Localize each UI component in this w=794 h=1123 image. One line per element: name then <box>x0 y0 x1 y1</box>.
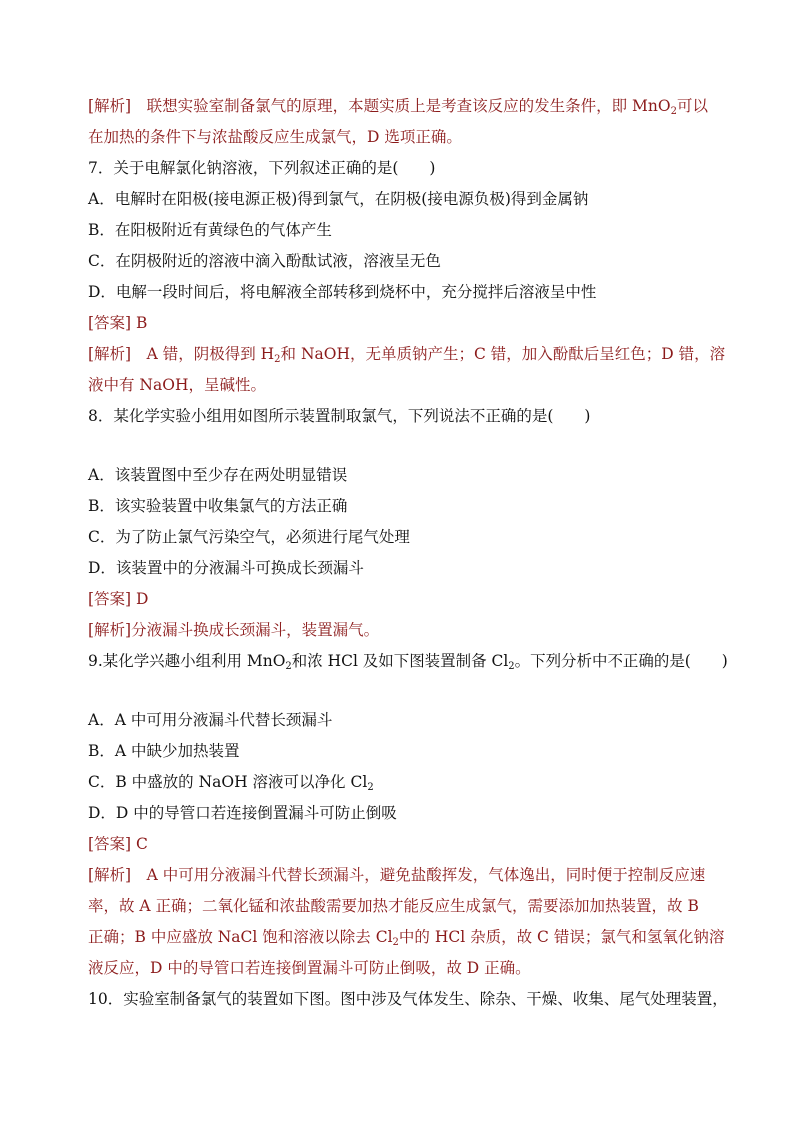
q9-analysis-line-3 <box>88 927 728 947</box>
text-segment: 率，故 A 正确；二氧化锰和浓盐酸需要加热才能反应生成氯气，需要添加加热装置，故 B <box>88 897 699 915</box>
text-segment: B．在阳极附近有黄绿色的气体产生 <box>88 221 332 239</box>
text-segment: A．电解时在阳极(接电源正极)得到氯气，在阴极(接电源负极)得到金属钠 <box>88 190 589 208</box>
q8-analysis <box>88 620 728 640</box>
text-segment: D．电解一段时间后，将电解液全部转移到烧杯中，充分搅拌后溶液呈中性 <box>88 283 597 301</box>
subscript: 2 <box>392 937 399 948</box>
q10-question-line-1 <box>88 989 728 1009</box>
q9-option-b <box>88 741 728 761</box>
subscript: 2 <box>274 354 281 365</box>
q9-analysis-line-2 <box>88 896 728 916</box>
q8-option-d <box>88 558 728 578</box>
q8-question <box>88 406 728 426</box>
q7-option-a <box>88 189 728 209</box>
text-segment: 10．实验室制备氯气的装置如下图。图中涉及气体发生、除杂、干燥、收集、尾气处理装置， <box>88 990 728 1008</box>
text-segment: D．D 中的导管口若连接倒置漏斗可防止倒吸 <box>88 804 397 822</box>
q7-option-d <box>88 282 728 302</box>
q9-question <box>88 651 728 671</box>
text-segment: 正确；B 中应盛放 NaCl 饱和溶液以除去 Cl <box>88 928 393 946</box>
text-segment: C．为了防止氯气污染空气，必须进行尾气处理 <box>88 528 410 546</box>
q9-option-a <box>88 710 728 730</box>
q7-analysis-line-1 <box>88 344 728 364</box>
text-segment: 在加热的条件下与浓盐酸反应生成氯气，D 选项正确。 <box>88 128 462 146</box>
subscript: 2 <box>508 661 515 672</box>
q7-option-c <box>88 251 728 271</box>
subscript: 2 <box>367 782 374 793</box>
text-segment: [解析] A 中可用分液漏斗代替长颈漏斗，避免盐酸挥发，气体逸出，同时便于控制反应速 <box>88 866 706 884</box>
text-segment: [答案] D <box>88 590 149 608</box>
text-segment: [解析]分液漏斗换成长颈漏斗，装置漏气。 <box>88 621 380 639</box>
text-segment: 中的 HCl 杂质，故 C 错误；氯气和氢氧化钠溶 <box>398 928 725 946</box>
q8-option-c <box>88 527 728 547</box>
q7-option-b <box>88 220 728 240</box>
text-segment: 。下列分析中不正确的是( ) <box>514 652 728 670</box>
text-segment: 液中有 NaOH，呈碱性。 <box>88 376 266 394</box>
q9-option-c <box>88 772 728 792</box>
text-segment: B．A 中缺少加热装置 <box>88 742 240 760</box>
text-segment: 9.某化学兴趣小组利用 MnO <box>88 652 286 670</box>
q8-option-b <box>88 496 728 516</box>
text-segment: C．B 中盛放的 NaOH 溶液可以净化 Cl <box>88 773 368 791</box>
q7-question <box>88 158 728 178</box>
text-segment: A．A 中可用分液漏斗代替长颈漏斗 <box>88 711 333 729</box>
q8-option-a <box>88 465 728 485</box>
q9-analysis-line-1 <box>88 865 728 885</box>
text-segment: [答案] C <box>88 835 148 853</box>
text-segment: B．该实验装置中收集氯气的方法正确 <box>88 497 348 515</box>
text-segment: 和 NaOH，无单质钠产生；C 错，加入酚酞后呈红色；D 错，溶 <box>280 345 726 363</box>
q7-answer <box>88 313 728 333</box>
text-segment: [解析] A 错，阴极得到 H <box>88 345 275 363</box>
q9-option-d <box>88 803 728 823</box>
text-segment: C．在阴极附近的溶液中滴入酚酞试液，溶液呈无色 <box>88 252 441 270</box>
text-segment: 可以 <box>676 97 708 115</box>
q9-analysis-line-4 <box>88 958 728 978</box>
text-segment: 液反应，D 中的导管口若连接倒置漏斗可防止倒吸，故 D 正确。 <box>88 959 531 977</box>
text-segment: [解析] 联想实验室制备氯气的原理，本题实质上是考查该反应的发生条件，即 MnO <box>88 97 671 115</box>
subscript: 2 <box>670 106 677 117</box>
text-segment: 8．某化学实验小组用如图所示装置制取氯气，下列说法不正确的是( ) <box>88 407 591 425</box>
q9-answer <box>88 834 728 854</box>
subscript: 2 <box>285 661 292 672</box>
text-segment: A．该装置图中至少存在两处明显错误 <box>88 466 348 484</box>
text-segment: [答案] B <box>88 314 148 332</box>
q7-analysis-line-2 <box>88 375 728 395</box>
text-segment: D．该装置中的分液漏斗可换成长颈漏斗 <box>88 559 364 577</box>
q6-analysis-line-1 <box>88 96 728 116</box>
text-segment: 和浓 HCl 及如下图装置制备 Cl <box>291 652 509 670</box>
q6-analysis-line-2 <box>88 127 728 147</box>
text-segment: 7．关于电解氯化钠溶液，下列叙述正确的是( ) <box>88 159 436 177</box>
q8-answer <box>88 589 728 609</box>
